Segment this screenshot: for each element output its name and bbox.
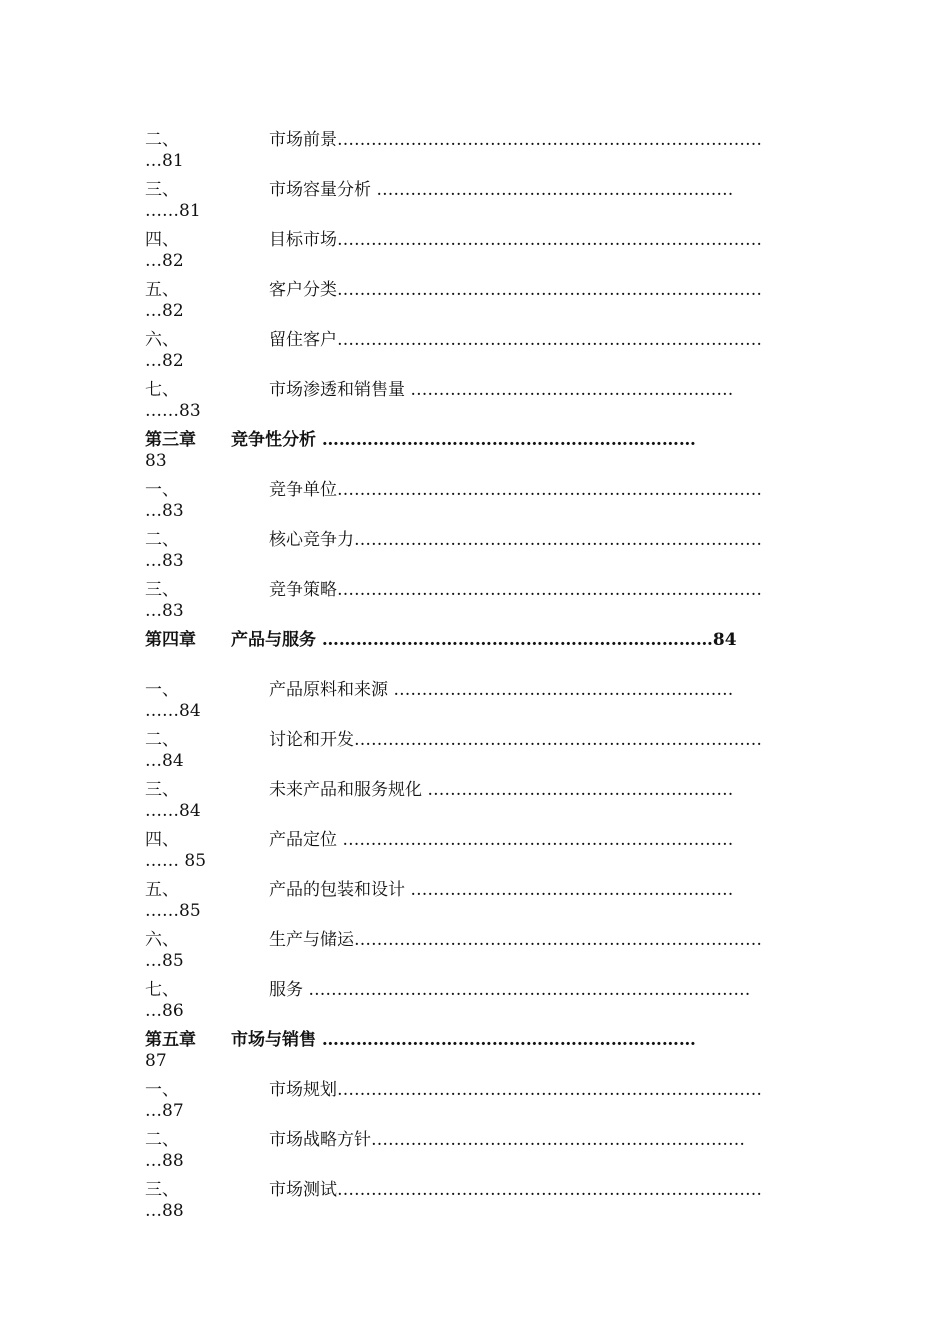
toc-entry-page: …… 85 bbox=[145, 851, 207, 871]
toc-entry-page: …83 bbox=[145, 501, 184, 521]
toc-entry-number: 一、 bbox=[145, 480, 179, 500]
toc-section-entry bbox=[145, 222, 835, 272]
toc-entry-number: 二、 bbox=[145, 730, 179, 750]
toc-section-entry bbox=[145, 822, 835, 872]
toc-entry-number: 四、 bbox=[145, 830, 179, 850]
toc-entry-title: 产品原料和来源 …………………………………………………… bbox=[269, 680, 734, 700]
toc-entry-page: …86 bbox=[145, 1001, 184, 1021]
toc-entry-number: 第五章 bbox=[145, 1030, 196, 1050]
toc-entry-page: ……83 bbox=[145, 401, 201, 421]
toc-entry-title: 产品与服务 ……………………………………………………………84 bbox=[231, 630, 737, 650]
toc-entry-title: 讨论和开发……………………………………………………………… bbox=[269, 730, 762, 750]
toc-chapter-entry bbox=[145, 622, 835, 672]
toc-entry-title: 产品的包装和设计 ………………………………………………… bbox=[269, 880, 734, 900]
toc-entry-title: 竞争单位………………………………………………………………… bbox=[269, 480, 762, 500]
toc-entry-title: 市场渗透和销售量 ………………………………………………… bbox=[269, 380, 734, 400]
toc-entry-number: 六、 bbox=[145, 930, 179, 950]
toc-entry-page: …82 bbox=[145, 301, 184, 321]
toc-entry-title: 竞争性分析 ………………………………………………………… bbox=[231, 430, 696, 450]
toc-entry-title: 生产与储运……………………………………………………………… bbox=[269, 930, 762, 950]
toc-entry-title: 竞争策略………………………………………………………………… bbox=[269, 580, 762, 600]
toc-entry-number: 四、 bbox=[145, 230, 179, 250]
toc-section-entry bbox=[145, 572, 835, 622]
toc-entry-page: ……84 bbox=[145, 801, 201, 821]
toc-chapter-entry bbox=[145, 1022, 835, 1072]
toc-entry-number: 五、 bbox=[145, 880, 179, 900]
toc-section-entry bbox=[145, 922, 835, 972]
toc-entry-page: ……81 bbox=[145, 201, 201, 221]
toc-entry-title: 核心竞争力……………………………………………………………… bbox=[269, 530, 762, 550]
toc-entry-number: 三、 bbox=[145, 180, 179, 200]
toc-entry-page: …85 bbox=[145, 951, 184, 971]
toc-section-entry bbox=[145, 972, 835, 1022]
toc-entry-number: 三、 bbox=[145, 780, 179, 800]
toc-entry-page: ……85 bbox=[145, 901, 201, 921]
toc-entry-number: 一、 bbox=[145, 680, 179, 700]
toc-entry-page: …81 bbox=[145, 151, 184, 171]
toc-entry-page: ……84 bbox=[145, 701, 201, 721]
toc-entry-title: 目标市场………………………………………………………………… bbox=[269, 230, 762, 250]
toc-section-entry bbox=[145, 372, 835, 422]
toc-entry-number: 七、 bbox=[145, 980, 179, 1000]
toc-entry-page: 87 bbox=[145, 1051, 167, 1071]
toc-chapter-entry bbox=[145, 422, 835, 472]
toc-entry-page: …84 bbox=[145, 751, 184, 771]
toc-section-entry bbox=[145, 1172, 835, 1222]
toc-section-entry bbox=[145, 772, 835, 822]
toc-entry-page: …82 bbox=[145, 351, 184, 371]
toc-entry-page: …88 bbox=[145, 1151, 184, 1171]
toc-entry-number: 第四章 bbox=[145, 630, 196, 650]
toc-entry-title: 市场与销售 ………………………………………………………… bbox=[231, 1030, 696, 1050]
toc-entry-page: 83 bbox=[145, 451, 167, 471]
toc-section-entry bbox=[145, 1122, 835, 1172]
toc-entry-page: …82 bbox=[145, 251, 184, 271]
toc-section-entry bbox=[145, 322, 835, 372]
toc-entry-number: 三、 bbox=[145, 580, 179, 600]
toc-section-entry bbox=[145, 1072, 835, 1122]
toc-entry-title: 市场规划………………………………………………………………… bbox=[269, 1080, 762, 1100]
toc-entry-number: 二、 bbox=[145, 1130, 179, 1150]
toc-section-entry bbox=[145, 722, 835, 772]
table-of-contents bbox=[145, 122, 835, 1222]
toc-entry-page: …83 bbox=[145, 551, 184, 571]
toc-entry-title: 留住客户………………………………………………………………… bbox=[269, 330, 762, 350]
toc-entry-number: 五、 bbox=[145, 280, 179, 300]
toc-entry-number: 一、 bbox=[145, 1080, 179, 1100]
toc-entry-title: 市场前景………………………………………………………………… bbox=[269, 130, 762, 150]
toc-entry-number: 七、 bbox=[145, 380, 179, 400]
toc-entry-title: 未来产品和服务规化 ……………………………………………… bbox=[269, 780, 734, 800]
toc-section-entry bbox=[145, 672, 835, 722]
toc-section-entry bbox=[145, 522, 835, 572]
toc-section-entry bbox=[145, 122, 835, 172]
toc-section-entry bbox=[145, 172, 835, 222]
toc-entry-title: 市场战略方针………………………………………………………… bbox=[269, 1130, 745, 1150]
toc-entry-title: 服务 …………………………………………………………………… bbox=[269, 980, 751, 1000]
toc-entry-number: 三、 bbox=[145, 1180, 179, 1200]
toc-section-entry bbox=[145, 272, 835, 322]
toc-entry-title: 市场容量分析 ……………………………………………………… bbox=[269, 180, 734, 200]
toc-entry-page: …83 bbox=[145, 601, 184, 621]
toc-entry-number: 六、 bbox=[145, 330, 179, 350]
toc-entry-number: 二、 bbox=[145, 130, 179, 150]
toc-entry-title: 客户分类………………………………………………………………… bbox=[269, 280, 762, 300]
toc-entry-title: 产品定位 …………………………………………………………… bbox=[269, 830, 734, 850]
toc-entry-page: …88 bbox=[145, 1201, 184, 1221]
toc-section-entry bbox=[145, 472, 835, 522]
toc-section-entry bbox=[145, 872, 835, 922]
toc-entry-number: 第三章 bbox=[145, 430, 196, 450]
toc-entry-page: …87 bbox=[145, 1101, 184, 1121]
toc-entry-number: 二、 bbox=[145, 530, 179, 550]
toc-entry-title: 市场测试………………………………………………………………… bbox=[269, 1180, 762, 1200]
